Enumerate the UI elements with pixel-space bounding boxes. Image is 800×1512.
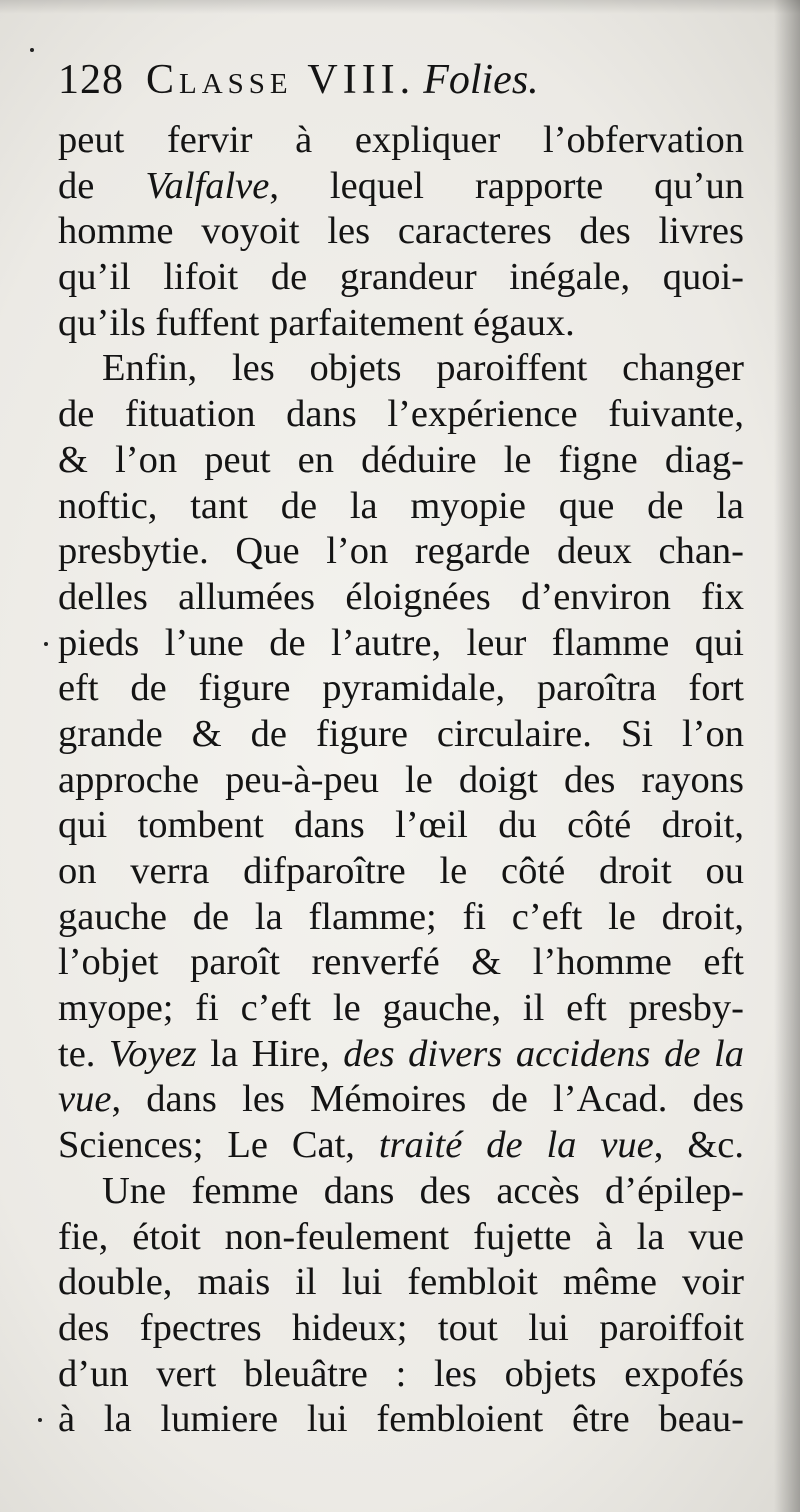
text-line [58, 438, 744, 484]
text-line [58, 529, 744, 575]
text-segment: te. [58, 1032, 109, 1075]
text-segment: peut fervir à expliquer l’obfervation [58, 119, 744, 161]
text-segment: noftic, tant de la myopie que de la [58, 484, 744, 527]
text-line [58, 392, 744, 438]
text-line [58, 164, 744, 210]
print-speck [38, 1418, 42, 1422]
text-line [58, 1306, 744, 1352]
text-segment: de [58, 164, 146, 207]
text-line [58, 1260, 744, 1306]
italic-text: Voyez [109, 1032, 197, 1075]
text-line [58, 301, 744, 347]
text-segment: qu’il lifoit de grandeur inégale, quoi- [58, 256, 744, 299]
text-line [58, 986, 744, 1032]
text-segment: Sciences; Le Cat, [58, 1124, 379, 1167]
text-line [58, 712, 744, 758]
body-text [58, 118, 744, 1443]
header-section: Folies. [423, 57, 539, 103]
text-line [58, 666, 744, 712]
text-segment: grande & de figure circulaire. Si l’on [58, 712, 744, 755]
text-segment: , dans les Mémoires de l’Acad. des [111, 1078, 744, 1121]
text-line [58, 758, 744, 804]
text-segment: pieds l’une de l’autre, leur flamme qui [58, 621, 744, 664]
text-line [58, 118, 744, 164]
text-segment: on verra difparoître le côté droit ou [58, 850, 744, 892]
page-number: 128 [58, 57, 124, 103]
text-line [58, 1169, 744, 1215]
text-line [58, 940, 744, 986]
print-speck [30, 48, 34, 52]
text-line [58, 895, 744, 941]
text-segment: des fpectres hideux; tout lui paroiffoit [58, 1306, 744, 1349]
text-line [58, 209, 744, 255]
text-line [58, 346, 744, 392]
text-segment: Une femme dans des accès d’épilep- [102, 1169, 744, 1212]
italic-text: vue [58, 1078, 112, 1121]
print-speck [44, 642, 48, 646]
text-segment: fie, étoit non-feulement fujette à la vue [58, 1215, 744, 1258]
text-line [58, 484, 744, 530]
text-line [58, 849, 744, 895]
text-segment: homme voyoit les caracteres des livres [58, 210, 744, 253]
text-segment: qu’ils fuffent parfaitement égaux. [58, 301, 575, 344]
italic-text: Valfalve [145, 164, 270, 207]
text-segment: approche peu-à-peu le doigt des rayons [58, 758, 744, 801]
text-segment: gauche de la flamme; fi c’eft le droit, [58, 895, 744, 938]
text-line [58, 621, 744, 667]
text-line [58, 1032, 744, 1078]
italic-text: des divers accidens de la [343, 1032, 744, 1075]
text-line [58, 1077, 744, 1123]
text-line [58, 1123, 744, 1169]
text-segment: myope; fi c’eft le gauche, il eft presby- [58, 987, 744, 1030]
text-segment: de fituation dans l’expérience fuivante, [58, 393, 744, 436]
text-segment: delles allumées éloignées d’environ fix [58, 575, 744, 618]
text-line [58, 1352, 744, 1398]
text-segment: & l’on peut en déduire le figne diag- [58, 438, 744, 481]
text-segment: d’un vert bleuâtre : les objets expofés [58, 1352, 744, 1395]
text-segment: double, mais il lui fembloit même voir [58, 1261, 744, 1304]
text-segment: Enfin, les objets paroiffent changer [102, 347, 744, 390]
text-segment: à la lumiere lui fembloient être beau- [58, 1398, 744, 1441]
text-line [58, 1215, 744, 1261]
text-segment: qui tombent dans l’œil du côté droit, [58, 804, 744, 847]
header-classe: Classe VIII. [146, 57, 416, 103]
running-header [58, 52, 758, 108]
text-line [58, 255, 744, 301]
page-top-shadow [0, 0, 800, 14]
text-line [58, 575, 744, 621]
text-segment: , lequel rapporte qu’un [269, 164, 745, 207]
text-segment: l’objet paroît renverfé & l’homme eft [58, 941, 744, 984]
text-segment: presbytie. Que l’on regarde deux chan- [58, 530, 744, 573]
text-line [58, 1397, 744, 1443]
text-segment: la Hire, [196, 1032, 344, 1075]
italic-text: traité de la vue [378, 1124, 654, 1167]
text-segment: , &c. [653, 1124, 744, 1167]
text-segment: eft de figure pyramidale, paroîtra fort [58, 667, 744, 710]
page-gutter-shadow [774, 0, 800, 1512]
text-line [58, 803, 744, 849]
